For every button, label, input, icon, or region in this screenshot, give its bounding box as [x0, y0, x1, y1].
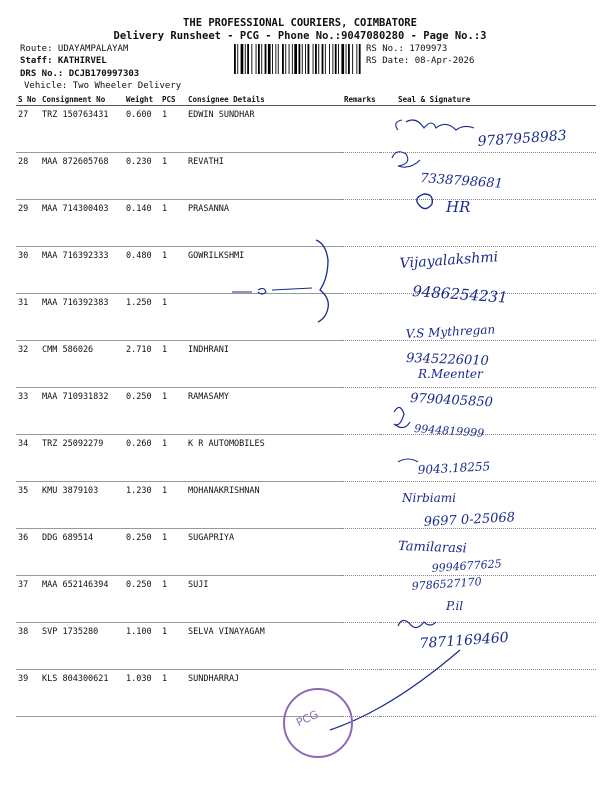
cell-consignee: SUNDHARRAJ [186, 670, 342, 717]
staff-label: Staff: KATHIRVEL [20, 56, 107, 66]
cell-remarks [342, 576, 380, 623]
cell-sno: 27 [16, 106, 40, 153]
cell-remarks [342, 153, 380, 200]
barcode-bar [272, 44, 273, 74]
cell-sno: 30 [16, 247, 40, 294]
table-row [16, 106, 596, 153]
barcode-bar [256, 44, 257, 74]
cell-sno: 36 [16, 529, 40, 576]
handwritten-note: R.Meenter [418, 367, 483, 381]
cell-consignment: TRZ 150763431 [40, 106, 124, 153]
barcode-bar [359, 44, 361, 74]
col-remarks: Remarks [344, 95, 376, 104]
cell-sno: 34 [16, 435, 40, 482]
cell-remarks [342, 294, 380, 341]
cell-consignee [186, 294, 342, 341]
barcode-bar [247, 44, 249, 74]
barcode-bar [332, 44, 333, 74]
cell-remarks [342, 482, 380, 529]
handwritten-note: P.il [446, 599, 464, 613]
cell-remarks [342, 341, 380, 388]
barcode-bar [234, 44, 236, 74]
table-row [16, 482, 596, 529]
cell-weight: 0.600 [124, 106, 160, 153]
col-signature: Seal & Signature [398, 95, 471, 104]
cell-sno: 28 [16, 153, 40, 200]
cell-consignment: MAA 652146394 [40, 576, 124, 623]
cell-weight: 2.710 [124, 341, 160, 388]
cell-consignee: RAMASAMY [186, 388, 342, 435]
route-label: Route: UDAYAMPALAYAM [20, 44, 129, 54]
table-row [16, 388, 596, 435]
cell-consignee: REVATHI [186, 153, 342, 200]
cell-consignment: MAA 710931832 [40, 388, 124, 435]
cell-pcs: 1 [160, 529, 186, 576]
table-row [16, 435, 596, 482]
table-row [16, 576, 596, 623]
barcode-bar [356, 44, 357, 74]
rs-number: RS No.: 1709973 [366, 44, 448, 54]
cell-remarks [342, 388, 380, 435]
barcode-bar [237, 44, 238, 74]
table-row [16, 200, 596, 247]
cell-weight: 0.250 [124, 576, 160, 623]
cell-weight: 1.030 [124, 670, 160, 717]
table-header-row [16, 94, 596, 106]
cell-sno: 29 [16, 200, 40, 247]
cell-pcs: 1 [160, 388, 186, 435]
barcode-bar [265, 44, 267, 74]
barcode-bar [245, 44, 246, 74]
col-consignee: Consignee Details [188, 95, 265, 104]
cell-remarks [342, 623, 380, 670]
cell-signature [380, 247, 596, 294]
cell-consignee: MOHANAKRISHNAN [186, 482, 342, 529]
handwritten-note: Nirbiami [402, 491, 456, 505]
table-row [16, 623, 596, 670]
barcode-bar [282, 44, 284, 74]
barcode-bar [258, 44, 260, 74]
cell-pcs: 1 [160, 106, 186, 153]
handwritten-note: 9786527170 [411, 575, 483, 593]
cell-remarks [342, 247, 380, 294]
cell-pcs: 1 [160, 294, 186, 341]
cell-remarks [342, 529, 380, 576]
cell-consignee: SELVA VINAYAGAM [186, 623, 342, 670]
table-row [16, 153, 596, 200]
handwritten-note: 9944819999 [413, 422, 485, 440]
cell-pcs: 1 [160, 200, 186, 247]
table-row [16, 294, 596, 341]
barcode-bar [318, 44, 319, 74]
cell-signature [380, 529, 596, 576]
handwritten-note: Vijayalakshmi [399, 249, 499, 272]
barcode-bar [275, 44, 276, 74]
col-pcs: PCS [162, 95, 176, 104]
seal-stamp [283, 688, 353, 758]
barcode-bar [294, 44, 297, 74]
handwritten-note: 9345226010 [405, 351, 490, 369]
document-title: THE PROFESSIONAL COURIERS, COIMBATORE [183, 17, 417, 29]
cell-weight: 1.230 [124, 482, 160, 529]
cell-weight: 0.480 [124, 247, 160, 294]
cell-weight: 0.260 [124, 435, 160, 482]
barcode-bar [315, 44, 317, 74]
cell-consignment: KMU 3879103 [40, 482, 124, 529]
barcode-bar [325, 44, 326, 74]
table-row [16, 529, 596, 576]
barcode-bar [251, 44, 252, 74]
handwritten-note: 9787958983 [477, 127, 568, 150]
barcode-bar [329, 44, 330, 74]
cell-sno: 38 [16, 623, 40, 670]
barcode-bar [302, 44, 303, 74]
handwritten-note: V.S Mythregan [405, 322, 496, 341]
cell-sno: 35 [16, 482, 40, 529]
cell-pcs: 1 [160, 247, 186, 294]
cell-sno: 32 [16, 341, 40, 388]
handwritten-note: 9486254231 [411, 282, 509, 307]
handwritten-note: 9043.18255 [417, 459, 491, 477]
cell-sno: 39 [16, 670, 40, 717]
col-sno: S No [18, 95, 37, 104]
barcode-bar [352, 44, 353, 74]
cell-sno: 37 [16, 576, 40, 623]
handwritten-note: 9994677625 [431, 557, 503, 575]
cell-pcs: 1 [160, 153, 186, 200]
cell-consignee: EDWIN SUNDHAR [186, 106, 342, 153]
document-subtitle: Delivery Runsheet - PCG - Phone No.:9047080280 - Page No.:3 [113, 30, 487, 42]
cell-pcs: 1 [160, 670, 186, 717]
cell-signature [380, 341, 596, 388]
cell-consignee: SUJI [186, 576, 342, 623]
cell-pcs: 1 [160, 482, 186, 529]
cell-consignee: PRASANNA [186, 200, 342, 247]
handwritten-note: 7871169460 [419, 629, 510, 652]
barcode-bar [346, 44, 347, 74]
barcode-bar [299, 44, 301, 74]
cell-signature [380, 388, 596, 435]
cell-pcs: 1 [160, 576, 186, 623]
cell-signature [380, 106, 596, 153]
handwritten-note: 9697 0-25068 [423, 510, 516, 530]
barcode-bar [308, 44, 310, 74]
cell-remarks [342, 106, 380, 153]
cell-weight: 0.250 [124, 388, 160, 435]
cell-weight: 1.100 [124, 623, 160, 670]
barcode-bar [292, 44, 293, 74]
cell-consignment: MAA 872605768 [40, 153, 124, 200]
handwritten-note: Tamilarasi [397, 539, 467, 557]
cell-sno: 33 [16, 388, 40, 435]
cell-signature [380, 294, 596, 341]
barcode-bar [285, 44, 286, 74]
barcode-bar [341, 44, 344, 74]
table-row [16, 341, 596, 388]
cell-consignment: MAA 716392383 [40, 294, 124, 341]
barcode-bar [335, 44, 337, 74]
cell-consignment: SVP 1735280 [40, 623, 124, 670]
cell-signature [380, 482, 596, 529]
cell-signature [380, 576, 596, 623]
cell-signature [380, 200, 596, 247]
cell-signature [380, 623, 596, 670]
cell-remarks [342, 200, 380, 247]
cell-signature [380, 435, 596, 482]
cell-sno: 31 [16, 294, 40, 341]
barcode-bar [261, 44, 262, 74]
drs-number: DRS No.: DCJB170997303 [20, 69, 140, 79]
cell-pcs: 1 [160, 435, 186, 482]
cell-consignment: CMM 586026 [40, 341, 124, 388]
cell-consignee: SUGAPRIYA [186, 529, 342, 576]
cell-pcs: 1 [160, 623, 186, 670]
handwritten-note: 7338798681 [419, 171, 504, 192]
cell-consignee: K R AUTOMOBILES [186, 435, 342, 482]
table-row [16, 247, 596, 294]
barcode-bar [268, 44, 271, 74]
seal-stamp-text: PCG [294, 707, 321, 730]
cell-pcs: 1 [160, 341, 186, 388]
barcode-bar [338, 44, 339, 74]
handwritten-note: 9790405850 [409, 391, 494, 411]
cell-weight: 0.140 [124, 200, 160, 247]
barcode-bar [305, 44, 306, 74]
barcode-bar [322, 44, 324, 74]
col-consignment: Consignment No [42, 95, 106, 104]
cell-consignment: KLS 804300621 [40, 670, 124, 717]
cell-remarks [342, 435, 380, 482]
runsheet-table [16, 94, 596, 717]
cell-consignment: TRZ 25092279 [40, 435, 124, 482]
cell-consignee: INDHRANI [186, 341, 342, 388]
handwritten-note: HR [446, 198, 471, 216]
barcode-bar [241, 44, 244, 74]
cell-consignment: MAA 716392333 [40, 247, 124, 294]
col-weight: Weight [126, 95, 154, 104]
cell-signature [380, 670, 596, 717]
cell-signature [380, 153, 596, 200]
rs-date: RS Date: 08-Apr-2026 [366, 56, 475, 66]
cell-consignment: MAA 714300403 [40, 200, 124, 247]
barcode-bar [313, 44, 314, 74]
cell-consignment: DDG 689514 [40, 529, 124, 576]
barcode-bar [278, 44, 279, 74]
cell-consignee: GOWRILKSHMI [186, 247, 342, 294]
vehicle-label: Vehicle: Two Wheeler Delivery [24, 81, 182, 91]
cell-weight: 1.250 [124, 294, 160, 341]
cell-weight: 0.230 [124, 153, 160, 200]
barcode [234, 44, 362, 74]
barcode-bar [348, 44, 350, 74]
barcode-bar [289, 44, 290, 74]
cell-weight: 0.250 [124, 529, 160, 576]
